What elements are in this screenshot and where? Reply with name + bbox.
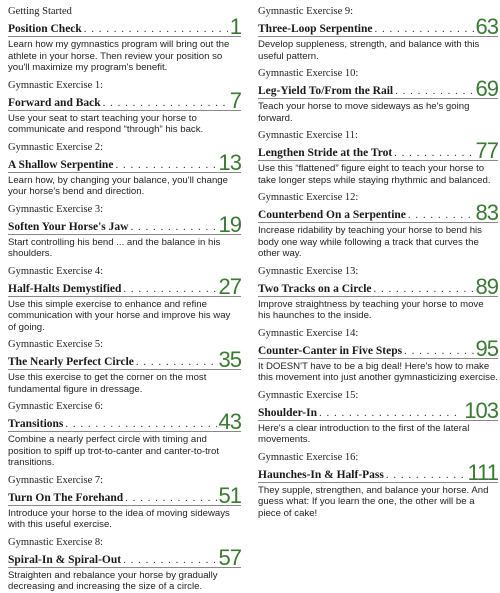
title-row [258,335,498,361]
exercise-title: Two Tracks on a Circle [258,282,372,295]
exercise-kicker: Gymnastic Exercise 16: [258,451,359,463]
page-number: 57 [218,544,241,570]
exercise-title: Three-Loop Serpentine [258,23,373,35]
page-number: 77 [475,138,498,163]
page-number: 89 [475,273,498,299]
exercise-title: Haunches-In & Half-Pass [258,468,384,481]
exercise-description: They supple, strengthen, and balance your horse. And guess what: If you learn the one, the other will be a piece of cake! [258,484,489,519]
exercise-title: Soften Your Horse's Jaw [8,220,129,233]
exercise-description: Here's a clear introduction to the first of the lateral movements. [258,422,470,445]
toc-entry [8,266,241,334]
dot-leader [395,84,473,98]
exercise-description: Teach your horse to move sideways as he's going forward. [258,101,470,124]
exercise-title: Position Check [8,23,82,35]
title-row [258,138,498,163]
exercise-description: Develop suppleness, strength, and balance with this useful pattern. [258,39,480,62]
exercise-kicker: Gymnastic Exercise 6: [8,401,104,412]
exercise-kicker: Gymnastic Exercise 11: [258,130,358,141]
toc-entry [8,80,241,136]
dot-leader [408,208,474,222]
page-number: 27 [218,273,241,299]
exercise-title: Forward and Back [8,96,101,109]
exercise-title: Turn On The Forehand [8,491,124,504]
page-number: 35 [218,347,241,372]
page-number: 19 [218,211,241,237]
exercise-title: Transitions [8,418,64,430]
exercise-title: Spiral-In & Spiral-Out [8,553,122,566]
title-row [8,149,241,175]
toc-entry [258,192,498,260]
page-number: 7 [229,87,241,113]
page-number: 63 [475,14,498,39]
page-number: 43 [218,409,241,434]
dot-leader [374,282,474,296]
toc-entry [258,328,498,384]
page-number: 111 [467,459,498,485]
exercise-description: Use this simple exercise to enhance and refine communication with your horse and improve his way of going. [8,298,231,333]
title-row [258,273,498,299]
exercise-description: Learn how my gymnastics program will bring out the athlete in your horse. Then review your position so you'll maximize my program's benefit. [8,39,230,73]
page-number: 51 [218,482,241,508]
toc-entry [258,390,498,446]
exercise-kicker: Gymnastic Exercise 15: [258,389,359,401]
exercise-description: Use this exercise to get the corner on the most fundamental figure in dressage. [8,372,207,395]
exercise-description: Combine a nearly perfect circle with timing and position to spiff up trot-to-canter and canter-to-trot transitions. [8,434,219,468]
title-row [258,459,498,485]
dot-leader [130,220,216,234]
exercise-description: Introduce your horse to the idea of moving sideways with this useful exercise. [8,507,230,530]
dot-leader [115,158,216,172]
dot-leader [123,282,216,296]
exercise-kicker: Gymnastic Exercise 2: [8,141,104,153]
dot-leader [125,491,216,505]
toc-column-left [8,6,241,592]
title-row [258,76,498,101]
exercise-kicker: Gymnastic Exercise 4: [8,265,104,277]
page-number: 1 [229,14,241,39]
page-number: 103 [464,397,498,423]
dot-leader [136,355,217,369]
toc-column-right [258,6,498,582]
exercise-description: Straighten and rebalance your horse by gradually decreasing and increasing the size of a circle. [8,569,218,592]
exercise-title: Shoulder-In [258,406,318,419]
exercise-description: Learn how, by changing your balance, you'll change your horse's bend and direction. [8,174,228,197]
title-row [258,200,498,225]
exercise-kicker: Gymnastic Exercise 12: [258,192,359,203]
exercise-description: Use this “flattened” figure eight to teach your horse to take longer steps while staying rhythmic and balanced. [258,163,491,186]
dot-leader [386,468,466,482]
title-row [8,273,241,299]
exercise-title: Lengthen Stride at the Trot [258,147,393,159]
exercise-kicker: Gymnastic Exercise 5: [8,339,104,350]
title-row [8,14,241,39]
exercise-kicker: Gymnastic Exercise 1: [8,79,104,91]
title-row [258,14,498,39]
exercise-kicker: Getting Started [8,6,72,17]
toc-entry [8,339,241,395]
page-number: 69 [475,76,498,101]
exercise-title: The Nearly Perfect Circle [8,356,134,368]
dot-leader [319,406,462,420]
dot-leader [374,22,473,36]
title-row [8,87,241,113]
dot-leader [123,553,216,567]
toc-entry [258,266,498,322]
page-number: 83 [475,200,498,225]
title-row [8,211,241,237]
toc-entry [8,537,241,593]
exercise-kicker: Gymnastic Exercise 9: [258,6,354,17]
exercise-kicker: Gymnastic Exercise 3: [8,203,104,215]
title-row [8,409,241,434]
exercise-title: Counterbend On a Serpentine [258,209,406,221]
exercise-title: Half-Halts Demystified [8,282,122,295]
dot-leader [65,417,216,431]
dot-leader [84,22,228,36]
toc-entry [258,452,498,520]
toc-entry [8,142,241,198]
exercise-title: Counter-Canter in Five Steps [258,344,403,357]
toc-entry [8,401,241,469]
exercise-kicker: Gymnastic Exercise 10: [258,68,359,79]
title-row [8,482,241,508]
exercise-kicker: Gymnastic Exercise 14: [258,327,359,339]
dot-leader [404,344,473,358]
toc-entry [8,204,241,260]
exercise-description: Use your seat to start teaching your horse to communicate and respond “through” his back. [8,112,204,135]
page-number: 95 [475,335,498,361]
toc-entry [258,68,498,124]
toc-entry [8,6,241,74]
dot-leader [103,96,228,110]
title-row [8,347,241,372]
exercise-kicker: Gymnastic Exercise 8: [8,536,104,548]
exercise-kicker: Gymnastic Exercise 7: [8,474,104,486]
toc-entry [8,475,241,531]
exercise-description: Increase ridability by teaching your horse to bend his body one way while following a track that curves the other way. [258,225,482,259]
exercise-description: Start controlling his bend ... and the balance in his shoulders. [8,236,221,259]
exercise-title: A Shallow Serpentine [8,158,114,171]
page-number: 13 [218,149,241,175]
title-row [8,544,241,570]
toc-entry [258,6,498,62]
exercise-description: Improve straightness by teaching your horse to move his haunches to the inside. [258,298,484,321]
title-row [258,397,498,423]
exercise-description: It DOESN'T have to be a big deal! Here's how to make this movement into just another gymnasticizing exercise. [258,360,498,383]
exercise-title: Leg-Yield To/From the Rail [258,85,394,97]
toc-entry [258,130,498,186]
exercise-kicker: Gymnastic Exercise 13: [258,265,359,277]
dot-leader [394,146,473,160]
